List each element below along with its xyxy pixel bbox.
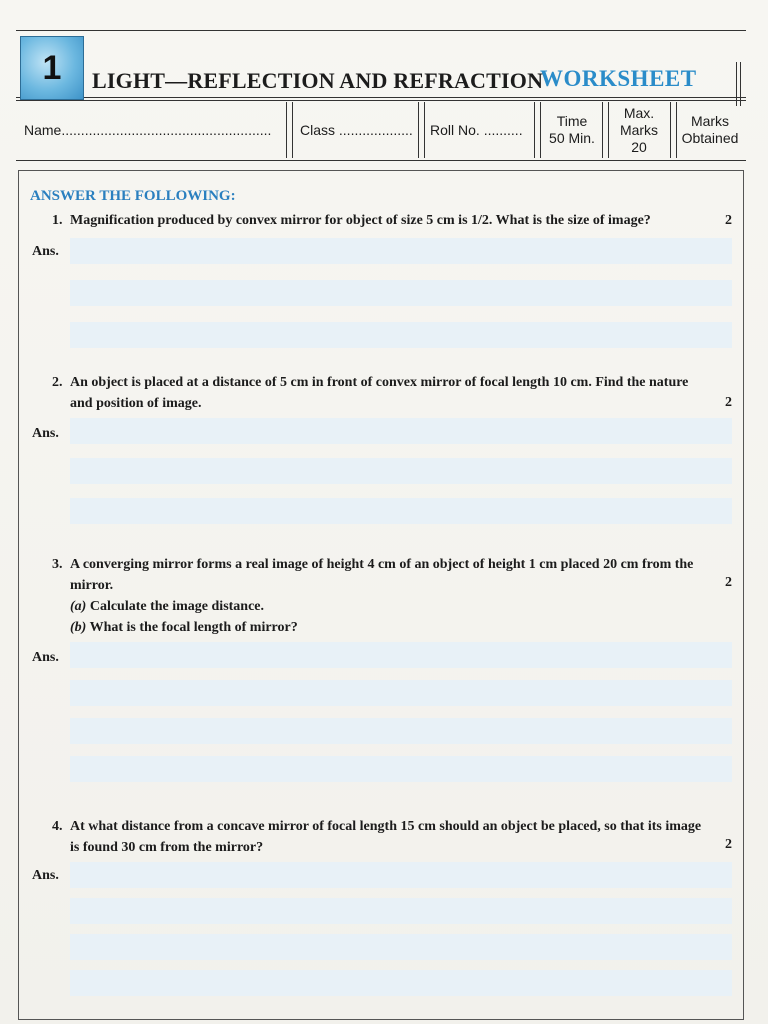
answer-label: Ans. bbox=[32, 426, 59, 441]
answer-line[interactable] bbox=[70, 418, 732, 444]
question-number: 2. bbox=[52, 375, 63, 390]
divider bbox=[534, 102, 541, 158]
answer-line[interactable] bbox=[70, 322, 732, 348]
name-label: Name bbox=[24, 122, 62, 138]
chapter-number-badge bbox=[20, 36, 84, 100]
question-text: A converging mirror forms a real image of height 4 cm of an object of height 1 cm placed 20 cm from the mirror. bbox=[70, 557, 694, 593]
sub-question-a: (a) Calculate the image distance. bbox=[70, 599, 265, 614]
answer-line[interactable] bbox=[70, 458, 732, 484]
question-marks: 2 bbox=[725, 213, 732, 228]
question-text: At what distance from a concave mirror of focal length 15 cm should an object be placed, so that its image is found 30 cm from the mirror? bbox=[70, 819, 702, 855]
roll-label: Roll No. bbox=[430, 122, 480, 138]
answer-line[interactable] bbox=[70, 642, 732, 668]
chapter-number: 1 bbox=[42, 48, 62, 87]
question-text: An object is placed at a distance of 5 cm in front of convex mirror of focal length 10 cm. Find the nature and position of image. bbox=[70, 375, 689, 411]
question-marks: 2 bbox=[725, 575, 732, 590]
question-number: 3. bbox=[52, 557, 63, 572]
answer-line[interactable] bbox=[70, 238, 732, 264]
header-title-rule bbox=[16, 97, 746, 98]
time-cell bbox=[542, 102, 602, 158]
header-top-rule bbox=[16, 30, 746, 31]
time-value: 50 Min. bbox=[549, 130, 595, 146]
header-right-rule-2 bbox=[740, 62, 741, 106]
divider bbox=[418, 102, 425, 158]
answer-line[interactable] bbox=[70, 756, 732, 782]
answer-line[interactable] bbox=[70, 898, 732, 924]
answer-line[interactable] bbox=[70, 862, 732, 888]
question-marks: 2 bbox=[725, 837, 732, 852]
question-3 bbox=[52, 554, 732, 638]
time-label: Time bbox=[556, 113, 588, 129]
question-1 bbox=[52, 210, 732, 231]
sub-question-b: (b) What is the focal length of mirror? bbox=[70, 620, 298, 635]
max-marks-cell bbox=[610, 102, 668, 158]
header-title-rule-2 bbox=[16, 100, 746, 101]
question-4 bbox=[52, 816, 732, 858]
answer-line[interactable] bbox=[70, 718, 732, 744]
header-right-rule bbox=[736, 62, 737, 106]
student-info-row bbox=[20, 102, 744, 158]
question-marks: 2 bbox=[725, 395, 732, 410]
answer-label: Ans. bbox=[32, 868, 59, 883]
name-field[interactable]: ...................................................... bbox=[61, 122, 272, 138]
max-marks-value: 20 bbox=[631, 138, 647, 155]
answer-line[interactable] bbox=[70, 970, 732, 996]
max-marks-label-2: Marks bbox=[619, 121, 659, 138]
answer-line[interactable] bbox=[70, 498, 732, 524]
answer-line[interactable] bbox=[70, 680, 732, 706]
roll-cell bbox=[430, 102, 534, 158]
divider bbox=[286, 102, 293, 158]
chapter-title: LIGHT—REFLECTION AND REFRACTION bbox=[92, 68, 544, 93]
class-label: Class bbox=[300, 122, 336, 138]
question-2 bbox=[52, 372, 732, 414]
question-text: Magnification produced by convex mirror for object of size 5 cm is 1/2. What is the size of image? bbox=[70, 213, 651, 228]
question-number: 4. bbox=[52, 819, 63, 834]
divider bbox=[670, 102, 677, 158]
info-bottom-rule bbox=[16, 160, 746, 161]
class-cell bbox=[300, 102, 420, 158]
section-heading: ANSWER THE FOLLOWING: bbox=[30, 188, 236, 204]
marks-obtained-label-1: Marks bbox=[690, 113, 730, 129]
answer-line[interactable] bbox=[70, 280, 732, 306]
roll-field[interactable]: .......... bbox=[483, 122, 523, 138]
answer-label: Ans. bbox=[32, 244, 59, 259]
question-number: 1. bbox=[52, 213, 63, 228]
marks-obtained-label-2: Obtained bbox=[681, 130, 739, 146]
answer-label: Ans. bbox=[32, 650, 59, 665]
name-cell bbox=[24, 102, 284, 158]
answer-line[interactable] bbox=[70, 934, 732, 960]
divider bbox=[602, 102, 609, 158]
class-field[interactable]: ................... bbox=[338, 122, 413, 138]
max-marks-label-1: Max. bbox=[623, 104, 655, 121]
marks-obtained-cell[interactable] bbox=[678, 102, 742, 158]
worksheet-label: WORKSHEET bbox=[540, 66, 697, 91]
